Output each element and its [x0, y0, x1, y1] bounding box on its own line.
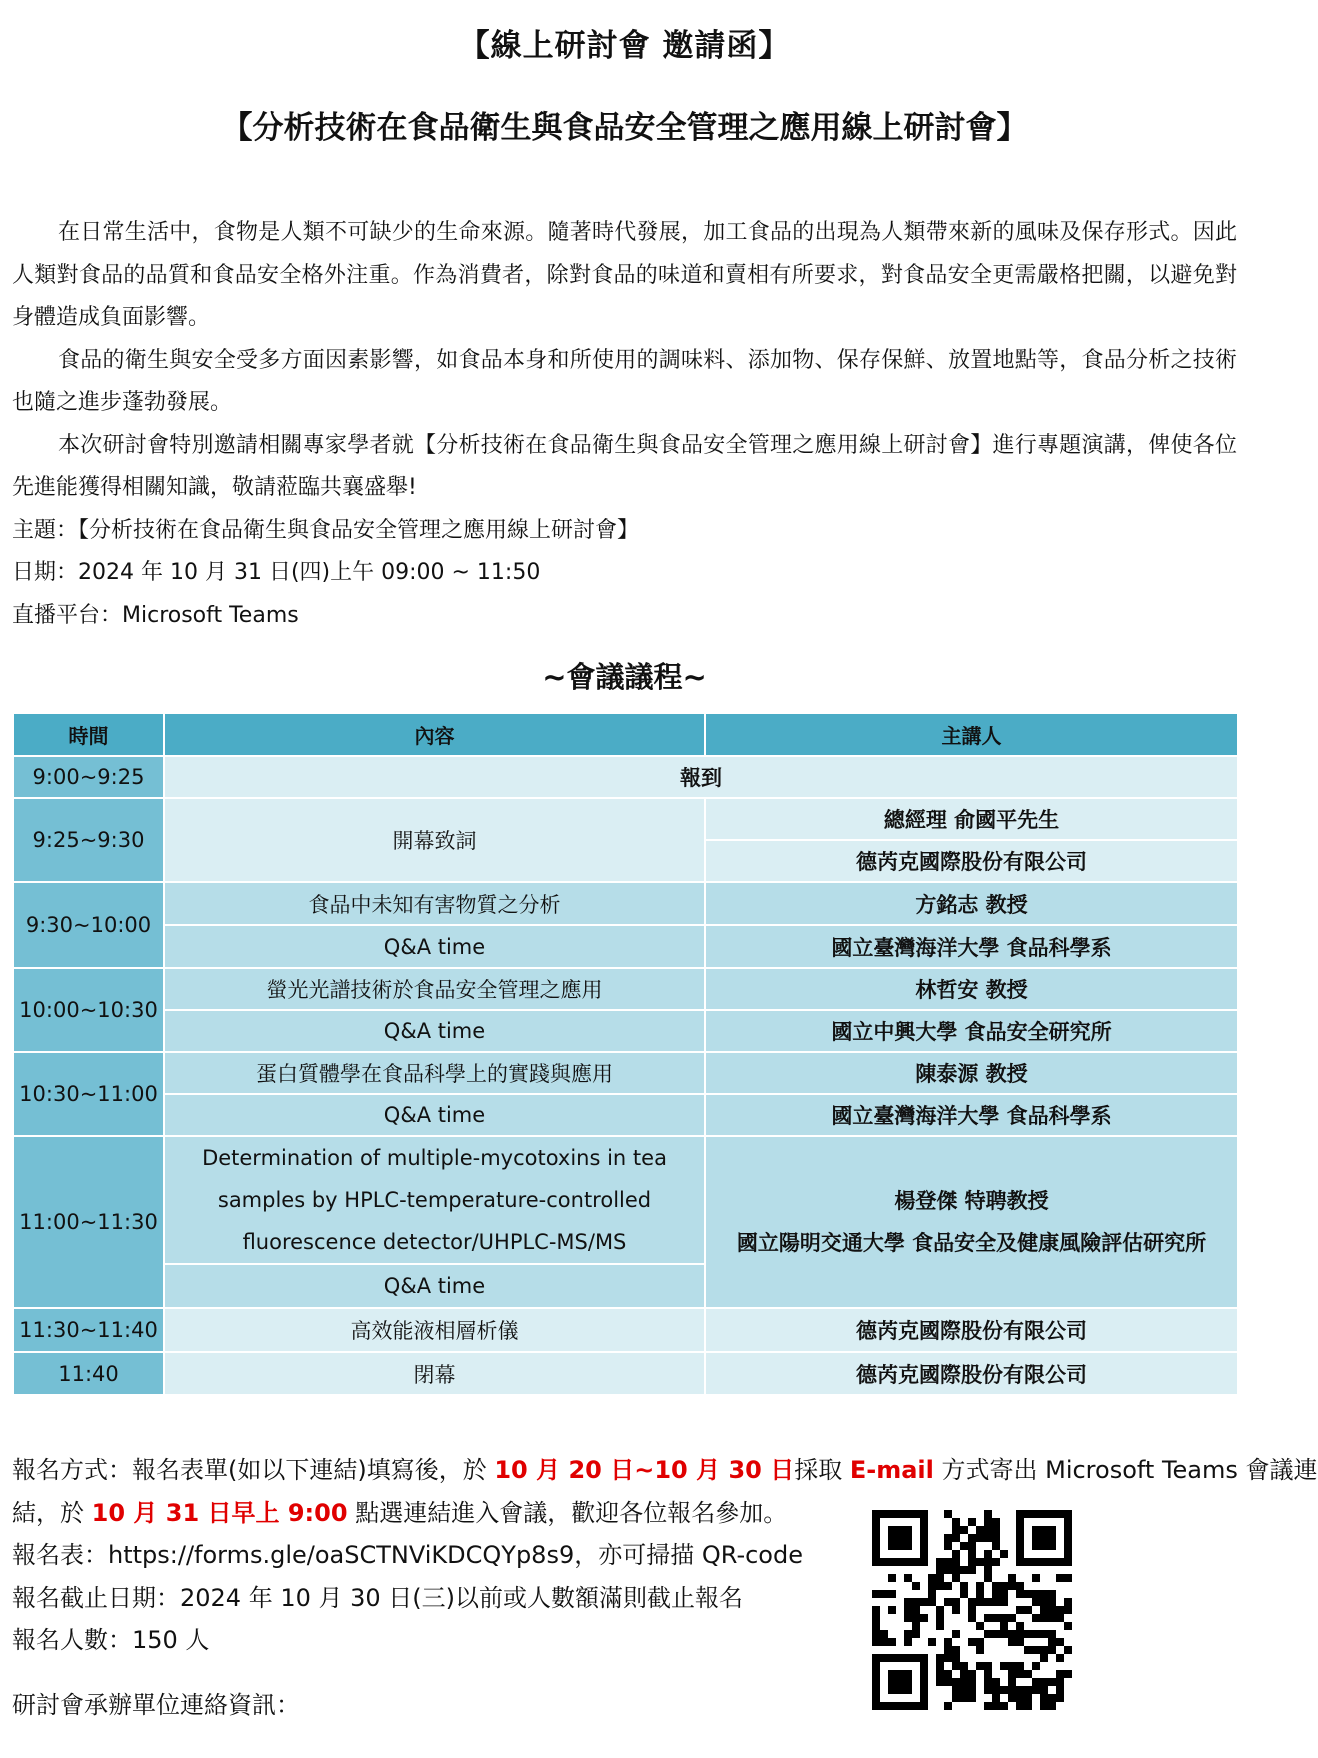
table-header-row [13, 713, 1238, 756]
text-span: 採取 [794, 1456, 850, 1484]
header-content: 內容 [164, 713, 705, 756]
speaker-org: 國立臺灣海洋大學 食品科學系 [705, 925, 1238, 968]
time-cell: 9:00~9:25 [13, 756, 164, 798]
platform-line: 直播平台：Microsoft Teams [12, 602, 299, 628]
time-cell: 9:30~10:00 [13, 882, 164, 968]
time-cell: 9:25~9:30 [13, 798, 164, 882]
qa-cell: Q&A time [164, 925, 705, 968]
topic-line: 主題：【分析技術在食品衛生與食品安全管理之應用線上研討會】 [12, 517, 640, 543]
content-cell: 閉幕 [164, 1352, 705, 1395]
content-cell: 蛋白質體學在食品科學上的實踐與應用 [164, 1052, 705, 1094]
table-row [13, 1094, 1238, 1136]
content-cell: 高效能液相層析儀 [164, 1308, 705, 1352]
table-row [13, 1352, 1238, 1395]
table-row [13, 882, 1238, 925]
table-row [13, 1052, 1238, 1094]
header-speaker: 主講人 [705, 713, 1238, 756]
speaker-cell: 德芮克國際股份有限公司 [705, 1308, 1238, 1352]
content-cell: 開幕致詞 [164, 798, 705, 882]
time-cell: 10:30~11:00 [13, 1052, 164, 1136]
content-cell: 報到 [164, 756, 1238, 798]
registration-period: 10 月 20 日~10 月 30 日 [494, 1456, 795, 1484]
qa-cell: Q&A time [164, 1010, 705, 1052]
time-cell: 11:30~11:40 [13, 1308, 164, 1352]
meeting-time: 10 月 31 日早上 9:00 [91, 1498, 348, 1527]
speaker-org: 國立陽明交通大學 食品安全及健康風險評估研究所 [736, 1231, 1207, 1255]
intro-paragraph-1: 在日常生活中，食物是人類不可缺少的生命來源。隨著時代發展，加工食品的出現為人類帶來新的風味及保存形式。因此人類對食品的品質和食品安全格外注重。作為消費者，除對食品的味道和賣相有所要求，對食品安全更需嚴格把關，以避免對身體造成負面影響。 [12, 220, 1237, 330]
speaker-name: 楊登傑 特聘教授 [894, 1189, 1049, 1213]
agenda-title: ~會議議程~ [542, 660, 707, 694]
time-cell: 11:40 [13, 1352, 164, 1395]
content-line: Determination of multiple-mycotoxins in tea [202, 1146, 667, 1170]
table-row [13, 1136, 1238, 1179]
content-cell [164, 1136, 705, 1264]
text-span: 報名方式：報名表單(如以下連結)填寫後，於 [12, 1456, 495, 1484]
speaker-name: 陳泰源 教授 [705, 1052, 1238, 1094]
time-cell: 10:00~10:30 [13, 968, 164, 1052]
speaker-name: 方銘志 教授 [705, 882, 1238, 925]
speaker-org: 國立臺灣海洋大學 食品科學系 [705, 1094, 1238, 1136]
speaker-org: 國立中興大學 食品安全研究所 [705, 1010, 1238, 1052]
registration-form-link[interactable]: 報名表：https://forms.gle/oaSCTNViKDCQYp8s9，亦可掃描 QR-code [12, 1541, 803, 1569]
speaker-name: 林哲安 教授 [705, 968, 1238, 1010]
content-cell: 螢光光譜技術於食品安全管理之應用 [164, 968, 705, 1010]
seminar-title: 【分析技術在食品衛生與食品安全管理之應用線上研討會】 [221, 110, 1028, 146]
email-highlight: E-mail [849, 1456, 934, 1484]
content-line: samples by HPLC-temperature-controlled [217, 1188, 652, 1212]
agenda-table [12, 712, 1239, 1396]
registration-method-line1 [12, 1449, 1318, 1492]
invitation-title: 【線上研討會 邀請函】 [458, 28, 791, 64]
intro-paragraph-2: 食品的衛生與安全受多方面因素影響，如食品本身和所使用的調味料、添加物、保存保鮮、放置地點等，食品分析之技術也隨之進步蓬勃發展。 [12, 347, 1237, 415]
table-row [13, 798, 1238, 840]
registration-count: 報名人數：150 人 [12, 1626, 210, 1654]
qr-code-icon[interactable] [872, 1510, 1072, 1710]
speaker-name: 總經理 俞國平先生 [705, 798, 1238, 840]
table-row [13, 756, 1238, 798]
table-row [13, 968, 1238, 1010]
speaker-cell [705, 1136, 1238, 1308]
text-span: 方式寄出 Microsoft Teams 會議連 [933, 1456, 1318, 1484]
content-line: fluorescence detector/UHPLC-MS/MS [242, 1230, 627, 1254]
table-row [13, 1010, 1238, 1052]
qa-cell: Q&A time [164, 1094, 705, 1136]
time-cell: 11:00~11:30 [13, 1136, 164, 1308]
speaker-cell: 德芮克國際股份有限公司 [705, 1352, 1238, 1395]
speaker-org: 德芮克國際股份有限公司 [705, 840, 1238, 882]
registration-deadline: 報名截止日期：2024 年 10 月 30 日(三)以前或人數額滿則截止報名 [12, 1583, 744, 1612]
text-span: 點選連結進入會議，歡迎各位報名參加。 [347, 1498, 788, 1527]
table-row [13, 1308, 1238, 1352]
qa-cell: Q&A time [164, 1264, 705, 1308]
text-span: 結，於 [12, 1498, 92, 1527]
date-line: 日期：2024 年 10 月 31 日(四)上午 09:00 ~ 11:50 [12, 560, 541, 585]
header-time: 時間 [13, 713, 164, 756]
contact-heading: 研討會承辦單位連絡資訊： [12, 1690, 300, 1719]
content-cell: 食品中未知有害物質之分析 [164, 882, 705, 925]
intro-section [12, 212, 1237, 637]
intro-paragraph-3: 本次研討會特別邀請相關專家學者就【分析技術在食品衛生與食品安全管理之應用線上研討會】進行專題演講，俾使各位先進能獲得相關知識，敬請蒞臨共襄盛舉! [12, 432, 1237, 500]
table-row [13, 925, 1238, 968]
